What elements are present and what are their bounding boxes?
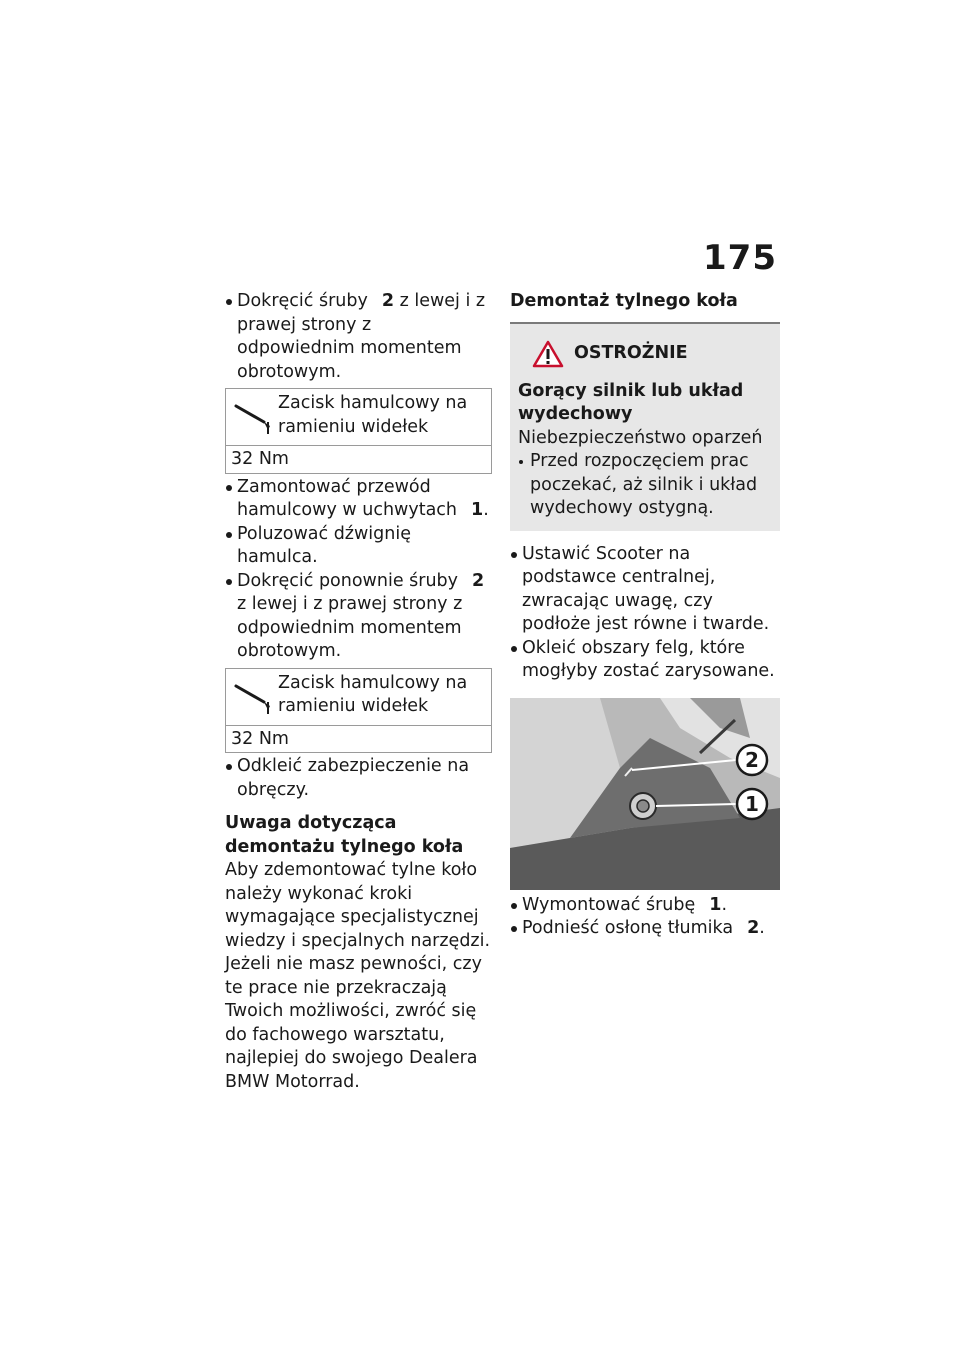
note-text: Aby zdemontować tylne koło należy wykonać kroki wymagające specjalistycznej wiedzy i specjalnych narzędzi. Jeżeli nie masz pewności, czy te prace nie przekraczają Twoich możliwości, zwróć się do fachowego warsztatu, najlepiej do swojego Dealera BMW Motorrad. (225, 860, 491, 1092)
caution-header (532, 340, 774, 368)
step-release-brake-lever (225, 523, 492, 570)
caution-title: OSTROŻNIE (574, 342, 688, 363)
reference-number: 1 (471, 500, 484, 520)
torque-spec-label: Zacisk hamulcowy na ramieniu widełek (278, 672, 468, 716)
reference-number: 2 (381, 291, 395, 311)
step-lift-muffler-cover: Podnieść osłonę tłumika 2. (510, 917, 780, 941)
step-text: Okleić obszary felg, które mogłyby zostać zarysowane. (522, 637, 775, 681)
torque-spec-value: 32 Nm (231, 728, 289, 749)
step-tape-rims (510, 637, 780, 684)
step-text: Poluzować dźwignię hamulca. (237, 523, 412, 567)
warning-triangle-icon (532, 340, 564, 368)
reference-number: 2 (747, 918, 760, 938)
right-column (510, 290, 780, 941)
left-column (225, 290, 492, 1094)
step-text: Wymontować śrubę (522, 894, 696, 915)
step-text-continued: z lewej i z prawej strony z odpowiednim momentem obrotowym. (237, 594, 463, 661)
step-text: Dokręcić ponownie śruby (237, 570, 459, 591)
step-remove-rim-protection (225, 755, 492, 802)
torque-spec-table (225, 388, 492, 474)
caution-subtitle: Gorący silnik lub układ wydechowy (518, 380, 744, 424)
step-center-stand (510, 543, 780, 637)
torque-wrench-icon (230, 392, 276, 438)
photo-callout-2: 2 (745, 747, 759, 772)
step-tighten-bolts (225, 290, 492, 384)
step-text: Odkleić zabezpieczenie na obręczy. (237, 756, 470, 800)
torque-spec-table (225, 668, 492, 754)
torque-spec-label: Zacisk hamulcowy na ramieniu widełek (278, 393, 468, 437)
caution-box (510, 322, 780, 531)
step-retighten-bolts (225, 570, 492, 664)
step-remove-bolt: Wymontować śrubę 1. (510, 894, 780, 918)
caution-text: Niebezpieczeństwo oparzeń (518, 427, 763, 448)
photo-callout-1: 1 (745, 791, 759, 816)
page-number: 175 (703, 238, 777, 278)
torque-wrench-icon (230, 672, 276, 718)
reference-number: 2 (472, 570, 485, 591)
step-text: Dokręcić śruby (237, 291, 368, 311)
muffler-cover-photo (510, 698, 780, 890)
step-text: Zamontować przewód hamulcowy w uchwytach (237, 476, 458, 520)
step-install-brake-line: Zamontować przewód hamulcowy w uchwytach 1. (225, 476, 492, 523)
step-text: Podnieść osłonę tłumika (522, 918, 734, 938)
step-text-continued: z lewej i z prawej strony z odpowiednim momentem obrotowym. (237, 291, 486, 382)
torque-spec-value: 32 Nm (231, 449, 289, 469)
reference-number: 1 (709, 894, 722, 915)
section-heading: Demontaż tylnego koła (510, 291, 738, 311)
torque-spec-header (226, 669, 491, 726)
step-text: Ustawić Scooter na podstawce centralnej, zwracając uwagę, czy podłoże jest równe i twarde. (522, 543, 770, 634)
note-heading: Uwaga dotycząca demontażu tylnego koła (225, 813, 464, 857)
torque-spec-header (226, 389, 491, 446)
caution-item: Przed rozpoczęciem prac poczekać, aż silnik i układ wydechowy ostygną. (518, 450, 774, 521)
